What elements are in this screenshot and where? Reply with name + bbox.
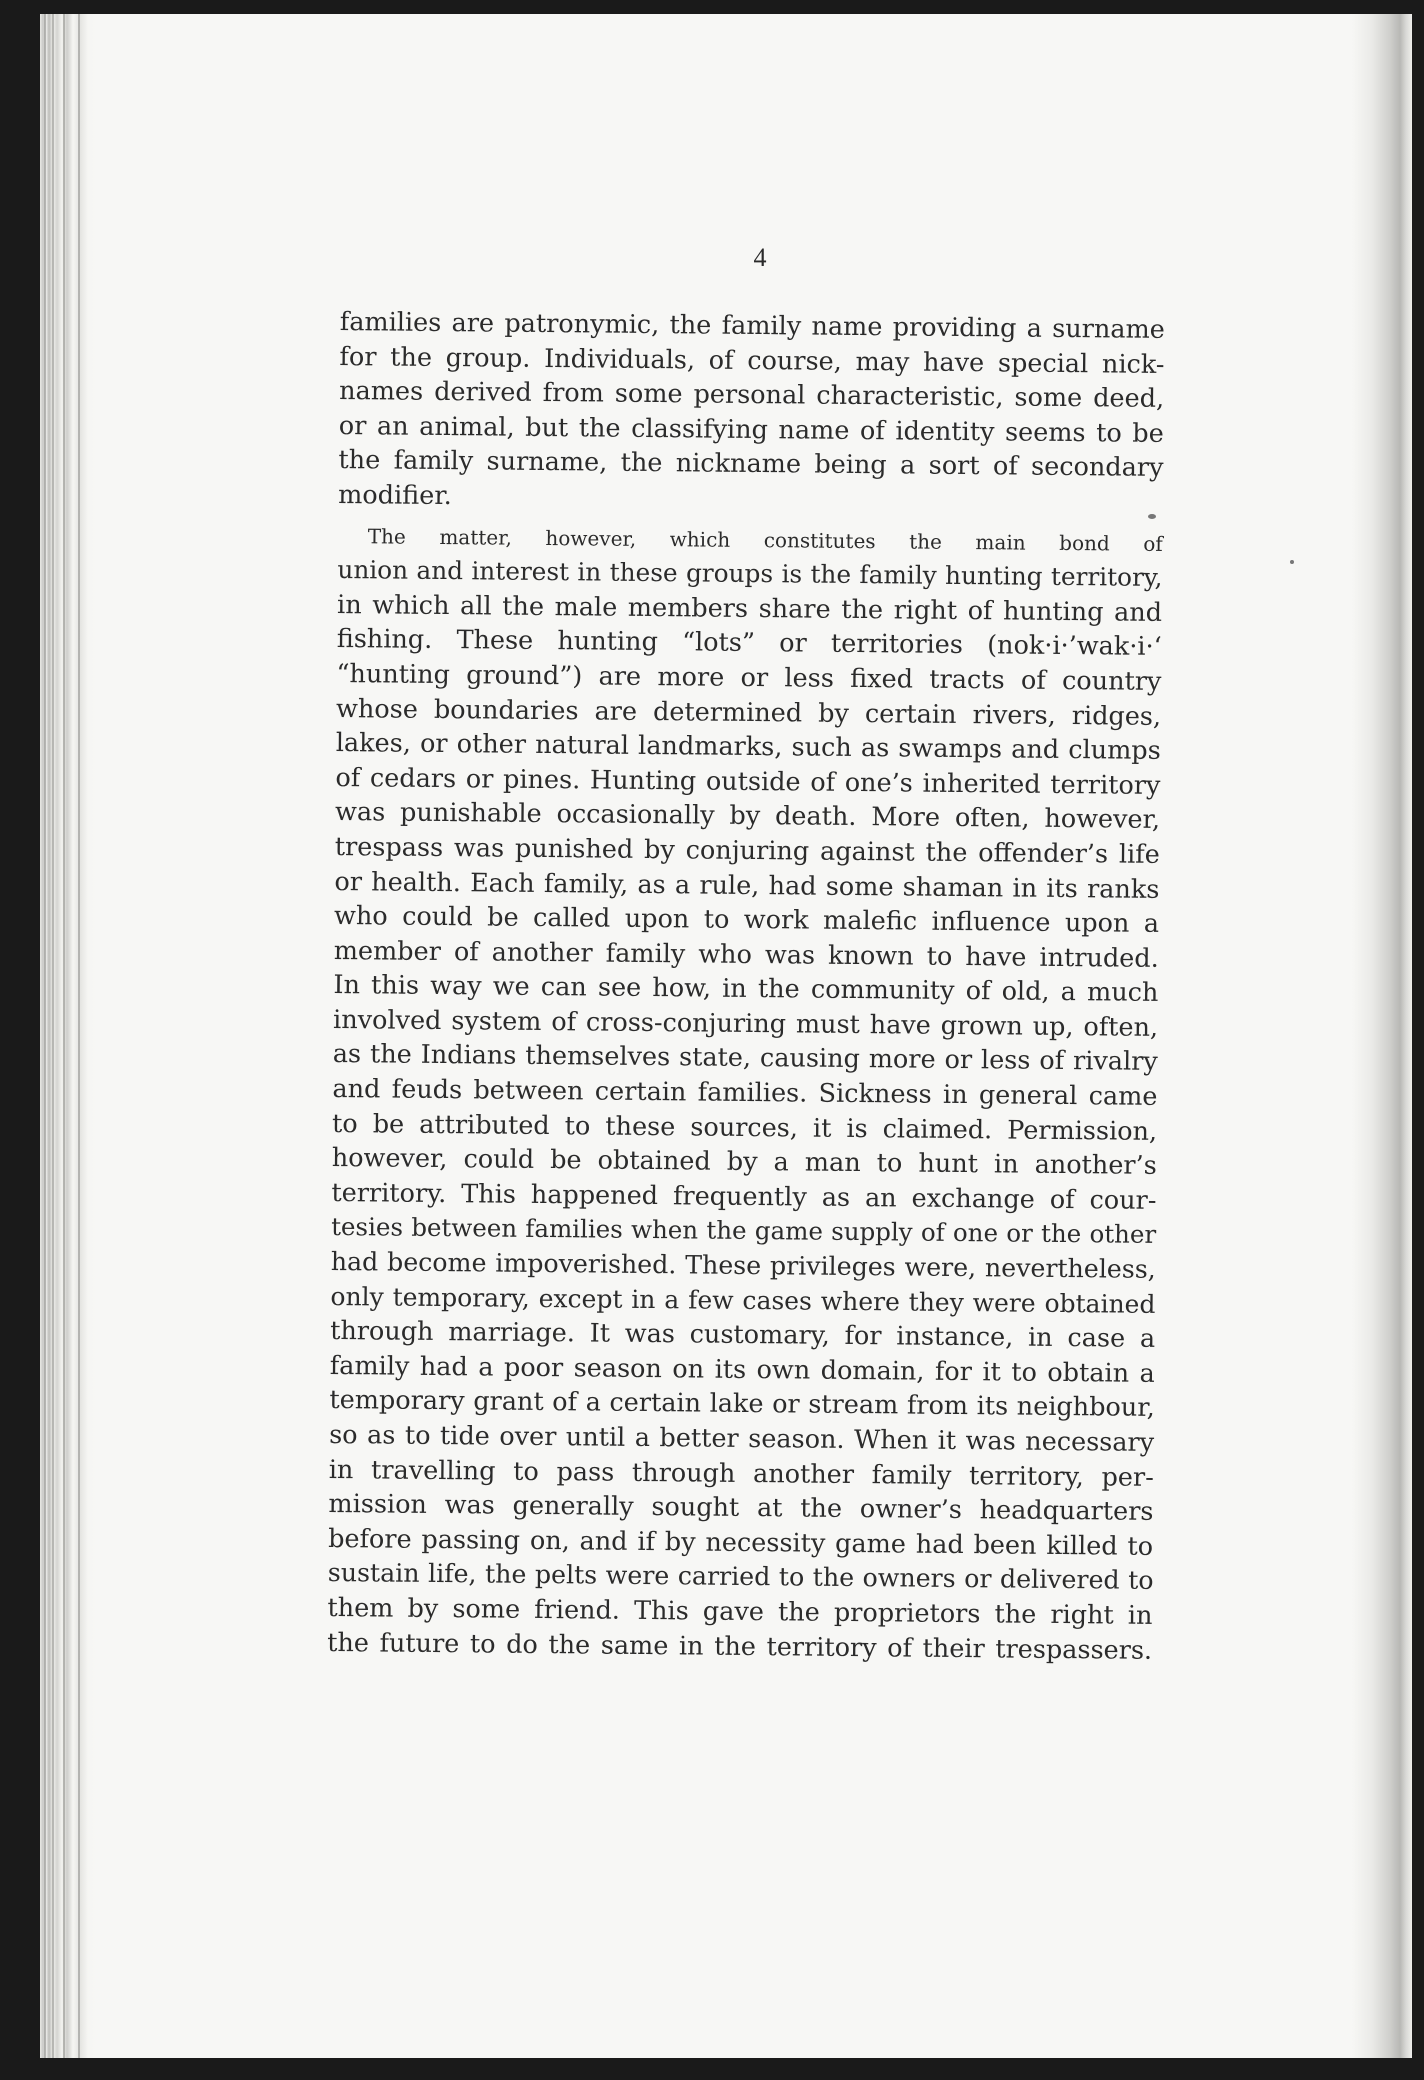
- text-line: trespass was punished by conjuring against the offender’s life: [334, 831, 1160, 870]
- text-line: and feuds between certain families. Sickness in general came: [332, 1074, 1158, 1112]
- text-line: for the group. Individuals, of course, may have special nick-: [339, 341, 1165, 380]
- text-line: or health. Each family, as a rule, had some shaman in its ranks: [334, 866, 1160, 905]
- text-line: modifier.: [338, 479, 452, 512]
- text-line: tesies between families when the game supply of one or the other: [331, 1212, 1157, 1250]
- text-line: the future to do the same in the territory of their trespassers.: [327, 1627, 1153, 1666]
- page-edge-line: [44, 14, 46, 2058]
- text-line: temporary grant of a certain lake or stream from its neighbour,: [329, 1385, 1155, 1424]
- text-line: sustain life, the pelts were carried to the owners or delivered to: [327, 1558, 1154, 1596]
- page-edge-line: [78, 14, 80, 2058]
- paragraph-1: [338, 305, 1165, 520]
- page-number: 4: [753, 243, 767, 272]
- scan-border: [1412, 0, 1424, 2080]
- text-line: families are patronymic, the family name providing a surname: [339, 306, 1165, 345]
- paragraph-2: [327, 519, 1163, 1668]
- text-line: whose boundaries are determined by certain rivers, ridges,: [335, 693, 1162, 732]
- body-text: [327, 305, 1165, 1668]
- ink-speck: [1290, 560, 1294, 564]
- text-line: however, could be obtained by a man to hunt in another’s: [331, 1143, 1157, 1182]
- text-line: mission was generally sought at the owner’s headquarters: [328, 1489, 1154, 1528]
- text-line: of cedars or pines. Hunting outside of one’s inherited territory: [335, 762, 1161, 801]
- text-line: was punishable occasionally by death. More often, however,: [334, 797, 1161, 836]
- text-line: as the Indians themselves state, causing more or less of rivalry: [332, 1039, 1158, 1078]
- text-line: in travelling to pass through another family territory, per-: [328, 1454, 1154, 1493]
- text-line: to be attributed to these sources, it is claimed. Permission,: [331, 1108, 1158, 1147]
- text-line: had become impoverished. These privileges were, nevertheless,: [330, 1246, 1156, 1284]
- text-line: names derived from some personal characteristic, some deed,: [339, 376, 1165, 415]
- text-line: In this way we can see how, in the community of old, a much: [333, 970, 1159, 1009]
- text-line: fishing. These hunting “lots” or territories (nok·i·’wak·i·‘: [336, 624, 1162, 663]
- text-line: before passing on, and if by necessity game had been killed to: [328, 1523, 1154, 1562]
- text-line: only temporary, except in a few cases where they were obtained: [330, 1281, 1156, 1319]
- text-line: in which all the male members share the right of hunting and: [336, 589, 1163, 628]
- text-line: union and interest in these groups is the family hunting territory,: [337, 555, 1163, 593]
- page-edges: [40, 14, 96, 2058]
- text-line: territory. This happened frequently as an exchange of cour-: [331, 1177, 1157, 1216]
- page-gutter: [1352, 14, 1412, 2058]
- page-edge-line: [52, 14, 54, 2058]
- ink-speck: [1148, 514, 1156, 519]
- text-line: so as to tide over until a better season. When it was necessary: [329, 1419, 1155, 1458]
- text-line: lakes, or other natural landmarks, such as swamps and clumps: [335, 728, 1161, 767]
- text-line: “hunting ground”) are more or less fixed tracts of country: [336, 658, 1162, 697]
- text-line: involved system of cross-conjuring must have grown up, often,: [332, 1004, 1159, 1043]
- text-line: through marriage. It was customary, for instance, in case a: [330, 1316, 1156, 1355]
- text-line: or an animal, but the classifying name of identity seems to be: [338, 410, 1164, 449]
- text-line: them by some friend. This gave the proprietors the right in: [327, 1592, 1153, 1631]
- page-edge-line: [63, 14, 65, 2058]
- text-line: the family surname, the nickname being a sort of secondary: [338, 445, 1164, 484]
- text-line: The matter, however, which constitutes the main bond of: [367, 523, 1163, 556]
- text-line: family had a poor season on its own domain, for it to obtain a: [329, 1350, 1155, 1389]
- text-line: who could be called upon to work malefic influence upon a: [333, 901, 1160, 939]
- text-line: member of another family who was known to have intruded.: [333, 935, 1159, 974]
